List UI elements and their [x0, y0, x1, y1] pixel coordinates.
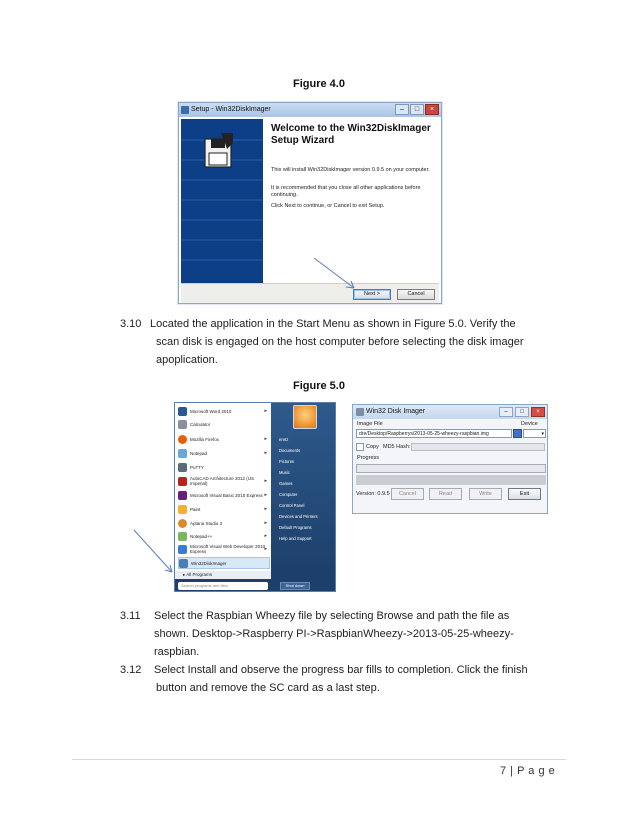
minimize-icon[interactable]: –: [395, 104, 409, 115]
start-link-help[interactable]: Help and Support: [279, 536, 312, 541]
write-button[interactable]: Write: [469, 488, 502, 500]
user-picture-icon: [293, 405, 317, 429]
start-item-word[interactable]: Microsoft Word 2010 ▸: [178, 405, 270, 417]
footer-divider: [72, 759, 566, 760]
md5-label: MD5 Hash:: [383, 444, 411, 450]
start-link-computer[interactable]: Computer: [279, 492, 298, 497]
step-line-1: Select the Raspbian Wheezy file by selecting Browse and path the file as: [154, 610, 510, 622]
start-item-aptana[interactable]: Aptana Studio 3 ▸: [178, 517, 270, 529]
setup-welcome-heading: Welcome to the Win32DiskImager Setup Wizard: [271, 123, 431, 146]
status-strip: [356, 475, 546, 485]
cancel-button[interactable]: Cancel: [397, 289, 435, 300]
start-item-visual-basic[interactable]: Microsoft Visual Basic 2010 Express ▸: [178, 489, 270, 501]
setup-body-text-2: It is recommended that you close all other applications before continuing.: [271, 185, 421, 198]
start-link-music[interactable]: Music: [279, 470, 290, 475]
copy-label: Copy: [366, 444, 379, 450]
read-button[interactable]: Read: [429, 488, 462, 500]
copy-checkbox[interactable]: [356, 443, 364, 451]
step-line-2: button and remove the SC card as a last step.: [156, 682, 380, 694]
shutdown-button[interactable]: Shut down: [280, 582, 310, 590]
step-3-12: [120, 662, 590, 698]
setup-app-icon: [181, 106, 189, 114]
step-line-3: raspbian.: [154, 646, 200, 658]
disk-imager-logo-icon: [203, 131, 237, 169]
setup-sidebar-banner: [181, 119, 263, 283]
setup-window-title: Setup - Win32DiskImager: [191, 106, 271, 113]
maximize-icon[interactable]: □: [410, 104, 424, 115]
version-label: Version: 0.9.5: [356, 491, 390, 497]
setup-title-bar: [179, 103, 441, 117]
start-link-user[interactable]: eretz: [279, 437, 289, 442]
disk-imager-window: [352, 404, 548, 514]
start-item-putty[interactable]: PuTTY: [178, 461, 270, 473]
cancel-button[interactable]: Cancel: [391, 488, 424, 500]
start-menu-links: [271, 403, 336, 579]
start-link-pictures[interactable]: Pictures: [279, 459, 295, 464]
start-item-notepad-plus[interactable]: Notepad++ ▸: [178, 530, 270, 542]
close-icon[interactable]: ×: [425, 104, 439, 115]
step-line-2: shown. Desktop->Raspberry PI->RaspbianWheezy->2013-05-25-wheezy-: [154, 628, 514, 640]
start-link-devices[interactable]: Devices and Printers: [279, 514, 318, 519]
start-menu-programs: [175, 403, 271, 571]
setup-body-text-3: Click Next to continue, or Cancel to exit Setup.: [271, 203, 385, 209]
step-3-10: [120, 316, 580, 370]
step-line-3: apoplication.: [156, 354, 218, 366]
play-arrow-icon: ▸: [183, 572, 187, 577]
step-line-1: Located the application in the Start Menu as shown in Figure 5.0. Verify the: [150, 318, 516, 330]
device-label: Device: [521, 421, 538, 427]
start-item-calculator[interactable]: Calculator: [178, 418, 270, 430]
start-search-bar: [175, 579, 336, 592]
exit-button[interactable]: Exit: [508, 488, 541, 500]
start-search-input[interactable]: Search programs and files: [178, 582, 268, 590]
step-number: 3.12: [120, 664, 142, 676]
md5-hash-field: [411, 443, 545, 451]
step-3-11: [120, 608, 580, 662]
step-number: 3.11: [120, 610, 141, 622]
start-item-firefox[interactable]: Mozilla Firefox ▸: [178, 433, 270, 445]
step-number: 3.10: [120, 318, 142, 330]
page-number: 7 | P a g e: [500, 765, 556, 777]
disk-imager-title-bar: [353, 405, 547, 419]
step-line-1: Select Install and observe the progress bar fills to completion. Click the finish: [154, 664, 528, 676]
progress-bar: [356, 464, 546, 473]
setup-body-text-1: This will install Win32DiskImager version 0.9.5 on your computer.: [271, 167, 430, 173]
start-item-autocad[interactable]: AutoCAD Architecture 2012 (US Imperial) ▸: [178, 475, 270, 487]
maximize-icon[interactable]: □: [515, 407, 529, 417]
start-item-paint[interactable]: Paint ▸: [178, 503, 270, 515]
figure-4-caption: Figure 4.0: [293, 78, 345, 90]
pointer-arrow-start-item: [132, 528, 178, 578]
disk-imager-app-icon: [356, 408, 364, 416]
folder-icon[interactable]: [513, 429, 522, 438]
step-line-2: scan disk is engaged on the host computer before selecting the disk imager: [156, 336, 524, 348]
minimize-icon[interactable]: –: [499, 407, 513, 417]
device-select[interactable]: ▾: [523, 429, 546, 438]
close-icon[interactable]: ×: [531, 407, 545, 417]
start-item-win32diskimager[interactable]: Win32DiskImager: [178, 557, 270, 569]
start-link-default-programs[interactable]: Default Programs: [279, 525, 312, 530]
start-item-notepad[interactable]: Notepad ▸: [178, 447, 270, 459]
start-item-visual-web-developer[interactable]: Microsoft Visual Web Developer 2010 Express ▸: [178, 543, 270, 555]
next-button[interactable]: Next >: [353, 289, 391, 300]
image-file-label: Image File: [357, 421, 383, 427]
all-programs-link[interactable]: ▸ All Programs: [175, 571, 271, 579]
disk-imager-title: Win32 Disk Imager: [366, 408, 426, 415]
start-link-games[interactable]: Games: [279, 481, 293, 486]
image-file-input[interactable]: dre/Desktop/Raspberrys/2013-05-25-wheezy-raspbian.img: [356, 429, 512, 438]
progress-label: Progress: [357, 455, 380, 461]
pointer-arrow-next: [310, 254, 360, 294]
start-link-control-panel[interactable]: Control Panel: [279, 503, 305, 508]
start-link-documents[interactable]: Documents: [279, 448, 301, 453]
figure-5-caption: Figure 5.0: [293, 380, 345, 392]
start-menu: [174, 402, 336, 592]
